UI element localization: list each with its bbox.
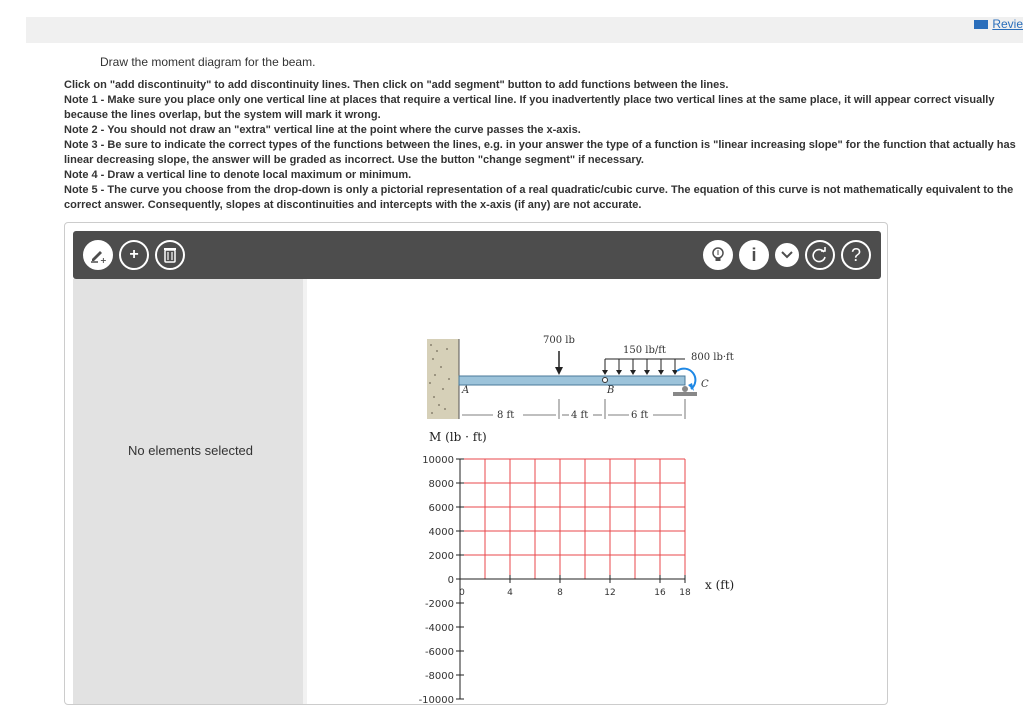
note-1: Note 1 - Make sure you place only one vertical line at places that require a vertical line. If you inadvertently place two vertical lines at the same place, it will appear correct visually because the lines overlap, but the system will mark it wrong. (64, 94, 995, 121)
y-tick-label: 0 (447, 575, 454, 586)
distributed-load (602, 359, 685, 375)
delete-button[interactable] (155, 240, 185, 270)
x-axis-label: x (ft) (705, 578, 735, 592)
chevron-down-icon (781, 251, 793, 259)
y-tick-label: 8000 (428, 479, 454, 490)
info-icon: i (751, 244, 757, 265)
trash-icon (163, 247, 177, 263)
help-button[interactable] (841, 240, 871, 270)
canvas-area[interactable] (307, 279, 881, 705)
y-tick-label: -10000 (418, 695, 454, 705)
add-button[interactable] (119, 240, 149, 270)
y-tick-label: 4000 (428, 527, 454, 538)
instruction-line: Click on "add discontinuity" to add discontinuity lines. Then click on "add segment" button to add functions between the lines. (64, 79, 729, 91)
y-tick-label: -2000 (424, 599, 454, 610)
y-tick-label: -6000 (424, 647, 454, 658)
x-tick-label: 0 (459, 588, 465, 598)
x-tick-label: 18 (679, 588, 691, 598)
point-load-arrow (555, 351, 563, 375)
y-tick-label: -8000 (424, 671, 454, 682)
instructions (64, 78, 1022, 213)
note-2: Note 2 - You should not draw an "extra" vertical line at the point where the curve passes the x-axis. (64, 124, 581, 136)
dimension-1: 8 ft (497, 410, 515, 421)
y-tick-label: 2000 (428, 551, 454, 562)
edit-icon (89, 246, 107, 264)
x-tick-label: 16 (654, 588, 666, 598)
help-icon: ? (850, 244, 861, 265)
note-3: Note 3 - Be sure to indicate the correct types of the functions between the lines, e.g. in your answer the type of a function is "linear increasing slope" for the function that actually has linear decreasing slope, the answer will be graded as incorrect. Use the button "change segment" if necessary. (64, 139, 1016, 166)
point-c-label: C (701, 379, 709, 390)
top-bar (26, 17, 1023, 43)
problem-prompt: Draw the moment diagram for the beam. (100, 55, 316, 69)
y-tick-label: 6000 (428, 503, 454, 514)
reset-icon (811, 246, 829, 264)
y-tick-label: -4000 (424, 623, 454, 634)
point-load-label: 700 lb (543, 335, 575, 346)
note-5: Note 5 - The curve you choose from the drop-down is only a pictorial representation of a real quadratic/cubic curve. The equation of this curve is not mathematically equivalent to the correct answer. Consequently, slopes at discontinuities and intercepts with the x-axis (if any) are not accurate. (64, 184, 1014, 211)
x-tick-label: 4 (507, 588, 513, 598)
hint-button[interactable] (703, 240, 733, 270)
dropdown-button[interactable] (775, 243, 799, 267)
reset-button[interactable] (805, 240, 835, 270)
book-icon (974, 20, 988, 29)
drawing-tool (64, 222, 888, 705)
drawing-canvas (303, 279, 881, 705)
distributed-load-label: 150 lb/ft (623, 345, 666, 356)
fixed-wall (427, 339, 459, 419)
hinge-b (603, 378, 608, 383)
point-a-label: A (462, 385, 470, 396)
review-label: Revie (992, 17, 1023, 31)
point-b-label: B (607, 385, 615, 396)
y-tick-label: 10000 (422, 455, 454, 466)
y-axis-label: M (lb · ft) (429, 430, 487, 444)
x-tick-label: 12 (604, 588, 616, 598)
beam (459, 376, 685, 385)
edit-button[interactable] (83, 240, 113, 270)
hint-bulb-icon (710, 246, 726, 264)
note-4: Note 4 - Draw a vertical line to denote local maximum or minimum. (64, 169, 412, 181)
selection-status: No elements selected (128, 443, 254, 458)
axis-ticks (419, 455, 691, 705)
x-tick-label: 8 (557, 588, 563, 598)
dimension-3: 6 ft (631, 410, 649, 421)
plus-icon: + (129, 246, 139, 263)
dimension-2: 4 ft (571, 410, 589, 421)
toolbar (73, 231, 881, 279)
moment-label: 800 lb·ft (691, 352, 734, 363)
beam-diagram-svg (307, 279, 881, 705)
properties-panel (73, 279, 303, 705)
svg-text:+: + (100, 256, 107, 264)
info-button[interactable] (739, 240, 769, 270)
moment-grid (460, 459, 685, 699)
review-link[interactable] (974, 17, 1023, 31)
